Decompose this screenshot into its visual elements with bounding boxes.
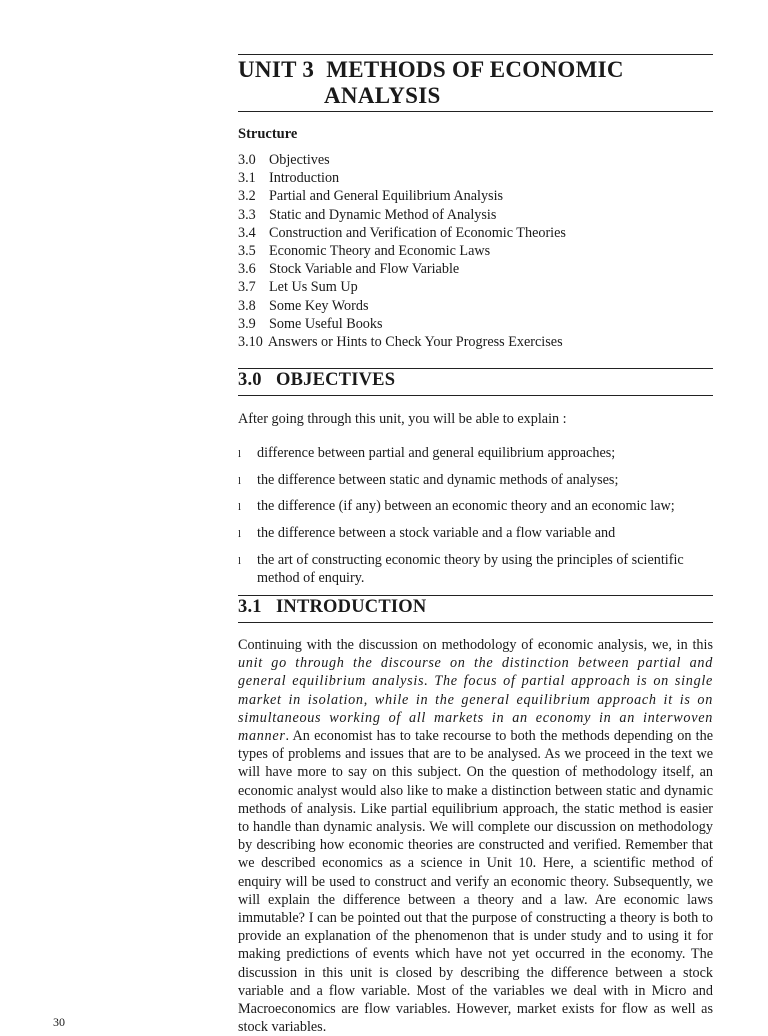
introduction-bottom-rule xyxy=(238,622,713,623)
bullet-icon: l xyxy=(238,501,242,514)
bullet-icon: l xyxy=(238,474,242,487)
structure-item xyxy=(238,278,566,296)
structure-item-label: Static and Dynamic Method of Analysis xyxy=(269,206,497,223)
structure-item xyxy=(238,315,566,333)
objective-item xyxy=(238,524,713,542)
structure-item xyxy=(238,206,566,224)
structure-item-label: Let Us Sum Up xyxy=(269,279,358,296)
structure-item-label: Introduction xyxy=(269,170,340,187)
structure-item xyxy=(238,297,566,315)
unit-label: UNIT 3 xyxy=(238,57,315,82)
objectives-section-number: 3.0 xyxy=(238,370,262,390)
unit-title-line2: ANALYSIS xyxy=(324,83,441,108)
introduction-text-italic: unit go through the discourse on the distinction between partial and general equilibrium analysis. The focus of partial approach is on single market in isolation, while in the general equilibrium approach it is on simultaneous working of all markets in an economy in an interwoven manner xyxy=(238,655,713,745)
structure-item-label: Answers or Hints to Check Your Progress Exercises xyxy=(267,334,563,351)
introduction-paragraph xyxy=(238,636,713,1036)
title-top-rule xyxy=(238,54,713,55)
bullet-icon: l xyxy=(238,448,242,460)
structure-item xyxy=(238,242,566,260)
structure-item-number: 3.3 xyxy=(238,206,256,223)
bullet-icon: l xyxy=(238,554,242,567)
objective-item xyxy=(238,444,713,462)
objectives-intro: After going through this unit, you will be able to explain : xyxy=(238,411,567,427)
introduction-top-rule xyxy=(238,595,713,596)
objective-text: the art of constructing economic theory by using the principles of scientific method of enquiry. xyxy=(257,551,684,587)
structure-item xyxy=(238,333,566,351)
structure-item xyxy=(238,151,566,169)
objective-item xyxy=(238,551,713,587)
structure-item-number: 3.6 xyxy=(238,261,256,278)
objectives-section-title: OBJECTIVES xyxy=(276,370,396,390)
structure-item-number: 3.2 xyxy=(238,188,256,205)
structure-list xyxy=(238,151,566,351)
structure-item-number: 3.0 xyxy=(238,152,256,168)
objectives-heading xyxy=(238,370,395,391)
structure-item-number: 3.10 xyxy=(238,334,263,351)
introduction-text-start: Continuing with the discussion on methodology of economic analysis, we, in this xyxy=(238,637,713,653)
objective-item xyxy=(238,497,713,515)
objective-text: difference between partial and general equilibrium approaches; xyxy=(257,445,616,461)
structure-item-label: Economic Theory and Economic Laws xyxy=(269,243,491,260)
title-bottom-rule xyxy=(238,111,713,112)
structure-item-number: 3.9 xyxy=(238,315,256,332)
objective-item xyxy=(238,471,713,489)
introduction-section-number: 3.1 xyxy=(238,597,262,617)
structure-item-number: 3.8 xyxy=(238,297,256,314)
objectives-list xyxy=(238,444,713,587)
page-number: 30 xyxy=(53,1015,65,1029)
structure-item xyxy=(238,260,566,278)
structure-item-label: Some Useful Books xyxy=(269,315,383,332)
introduction-heading xyxy=(238,597,426,618)
structure-item-number: 3.1 xyxy=(238,170,256,187)
structure-item-label: Partial and General Equilibrium Analysis xyxy=(269,188,504,205)
unit-title xyxy=(238,57,624,109)
structure-item-number: 3.7 xyxy=(238,279,256,296)
objectives-top-rule xyxy=(238,368,713,369)
structure-heading: Structure xyxy=(238,126,298,142)
structure-item xyxy=(238,187,566,205)
objective-text: the difference between a stock variable and a flow variable and xyxy=(257,525,616,542)
objectives-bottom-rule xyxy=(238,395,713,396)
structure-item-label: Some Key Words xyxy=(269,297,369,314)
structure-item-label: Stock Variable and Flow Variable xyxy=(269,261,460,278)
structure-item-label: Construction and Verification of Economic Theories xyxy=(269,224,566,241)
structure-item-label: Objectives xyxy=(269,152,330,168)
bullet-icon: l xyxy=(238,528,242,541)
structure-item xyxy=(238,224,566,242)
structure-item-number: 3.4 xyxy=(238,224,256,241)
objective-text: the difference between static and dynamic methods of analyses; xyxy=(257,471,619,488)
objective-text: the difference (if any) between an economic theory and an economic law; xyxy=(257,498,675,515)
unit-title-line1: METHODS OF ECONOMIC xyxy=(326,57,624,82)
structure-item-number: 3.5 xyxy=(238,243,256,260)
introduction-text-rest: . An economist has to take recourse to both the methods depending on the types of problems and issues that are to be analysed. As we proceed in the text we will have more to say on this subject. On the question of methodology itself, an economic analyst would also like to make a distinction between static and dynamic methods of analysis. Like partial equilibrium approach, the static method is easier to handle than dynamic analysis. We will complete our discussion on methodology by describing how economic theories are constructed and verified. Remember that we described economics as a science in Unit 10. Here, a scientific method of enquiry will be used to construct and verify an economic theory. Subsequently, we will explain the difference between a theory and a law. Are economic laws immutable? I can be pointed out that the purpose of constructing a theory is both to provide an explanation of the phenomenon that is under study and to using it for making predictions of events which have not yet occurred in the economy. The discussion in this unit is closed by describing the difference between a stock variable and a flow variable. Most of the variables we deal with in Micro and Macroeconomics are flow variables. However, market exists for flow as well as stock variables. xyxy=(238,728,713,1036)
introduction-section-title: INTRODUCTION xyxy=(276,597,427,617)
structure-item xyxy=(238,169,566,187)
